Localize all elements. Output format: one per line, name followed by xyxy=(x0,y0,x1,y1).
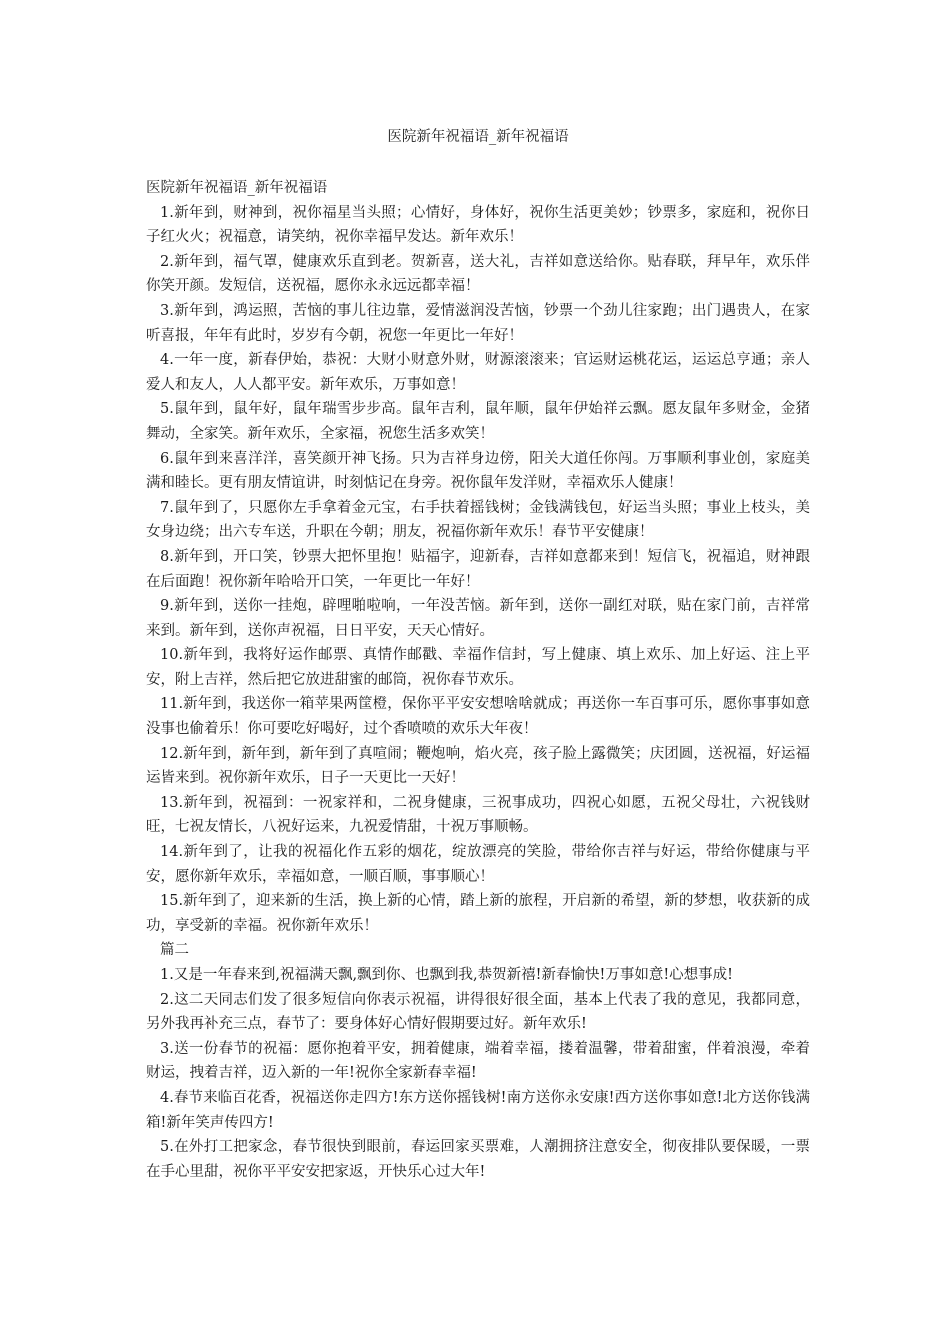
greeting-paragraph-8: 8.新年到，开口笑，钞票大把怀里抱！贴福字，迎新春，吉祥如意都来到！短信飞，祝福追，财神跟在后面跑！祝你新年哈哈开口笑，一年更比一年好！ xyxy=(146,548,810,590)
section-two-heading: 篇二 xyxy=(160,942,189,959)
greeting-paragraph-9: 9.新年到，送你一挂炮，辟哩啪啦响，一年没苦恼。新年到，送你一副红对联，贴在家门前，吉祥常来到。新年到，送你声祝福，日日平安，天天心情好。 xyxy=(146,598,810,639)
greeting-paragraph-10: 10.新年到，我将好运作邮票、真情作邮戳、幸福作信封，写上健康、填上欢乐、加上好运、注上平安，附上吉祥，然后把它放进甜蜜的邮筒，祝你春节欢乐。 xyxy=(146,647,810,688)
greeting-paragraph-7: 7.鼠年到了，只愿你左手拿着金元宝，右手扶着摇钱树；金钱满钱包，好运当头照；事业上枝头，美女身边绕；出六专车送，升职在今朝；朋友，祝福你新年欢乐！春节平安健康！ xyxy=(146,499,810,541)
document-subtitle: 医院新年祝福语_新年祝福语 xyxy=(146,180,328,196)
section-two-paragraph-4: 4.春节来临百花香，祝福送你走四方!东方送你摇钱树!南方送你永安康!西方送你事如意!北方送你钱满箱!新年笑声传四方! xyxy=(146,1089,810,1131)
section-two-paragraph-5: 5.在外打工把家念，春节很快到眼前，春运回家买票难，人潮拥挤注意安全，彻夜排队要保暖，一票在手心里甜，祝你平平安安把家返，开快乐心过大年! xyxy=(146,1139,810,1180)
document-body xyxy=(146,176,810,1184)
greeting-paragraph-14: 14.新年到了，让我的祝福化作五彩的烟花，绽放漂亮的笑脸，带给你吉祥与好运，带给你健康与平安，愿你新年欢乐，幸福如意，一顺百顺，事事顺心！ xyxy=(146,844,810,885)
greeting-paragraph-6: 6.鼠年到来喜洋洋，喜笑颜开神飞扬。只为吉祥身边傍，阳关大道任你闯。万事顺利事业创，家庭美满和睦长。更有朋友情谊讲，时刻惦记在身旁。祝你鼠年发洋财，幸福欢乐人健康！ xyxy=(146,450,810,492)
greeting-paragraph-5: 5.鼠年到，鼠年好，鼠年瑞雪步步高。鼠年吉利，鼠年顺，鼠年伊始祥云飘。愿友鼠年多财金，金猪舞动，全家笑。新年欢乐，全家福，祝您生活多欢笑！ xyxy=(146,401,810,442)
section-two-paragraph-2: 2.这二天同志们发了很多短信向你表示祝福，讲得很好很全面，基本上代表了我的意见，我都同意，另外我再补充三点，春节了：要身体好心情好假期要过好。新年欢乐! xyxy=(146,991,810,1033)
section-two-paragraph-3: 3.送一份春节的祝福：愿你抱着平安，拥着健康，端着幸福，搂着温馨，带着甜蜜，伴着浪漫，牵着财运，拽着吉祥，迈入新的一年!祝你全家新春幸福! xyxy=(146,1040,810,1082)
document-title: 医院新年祝福语_新年祝福语 xyxy=(387,129,569,145)
greeting-paragraph-4: 4.一年一度，新春伊始，恭祝：大财小财意外财，财源滚滚来；官运财运桃花运，运运总亨通；亲人爱人和友人，人人都平安。新年欢乐，万事如意！ xyxy=(146,352,810,393)
greeting-paragraph-2: 2.新年到，福气罩，健康欢乐直到老。贺新喜，送大礼，吉祥如意送给你。贴春联，拜早年，欢乐伴你笑开颜。发短信，送祝福，愿你永永远远都幸福！ xyxy=(146,253,810,295)
section-two-paragraph-1: 1.又是一年春来到,祝福满天飘,飘到你、也飘到我,恭贺新禧!新春愉快!万事如意!心想事成! xyxy=(160,967,733,983)
greeting-paragraph-13: 13.新年到，祝福到：一祝家祥和，二祝身健康，三祝事成功，四祝心如愿，五祝父母壮，六祝钱财旺，七祝友情长，八祝好运来，九祝爱情甜，十祝万事顺畅。 xyxy=(146,794,810,836)
greeting-paragraph-12: 12.新年到，新年到，新年到了真喧闹；鞭炮响，焰火亮，孩子脸上露微笑；庆团圆，送祝福，好运福运皆来到。祝你新年欢乐，日子一天更比一天好！ xyxy=(146,745,810,787)
greeting-paragraph-3: 3.新年到，鸿运照，苦恼的事儿往边靠，爱情滋润没苦恼，钞票一个劲儿往家跑；出门遇贵人，在家听喜报，年年有此时，岁岁有今朝，祝您一年更比一年好！ xyxy=(146,302,810,344)
greeting-paragraph-11: 11.新年到，我送你一箱苹果两筐橙，保你平平安安想啥啥就成；再送你一车百事可乐，愿你事事如意没事也偷着乐！你可要吃好喝好，过个香喷喷的欢乐大年夜！ xyxy=(146,696,810,738)
greeting-paragraph-15: 15.新年到了，迎来新的生活，换上新的心情，踏上新的旅程，开启新的希望，新的梦想，收获新的成功，享受新的幸福。祝你新年欢乐！ xyxy=(146,893,810,934)
greeting-paragraph-1: 1.新年到，财神到，祝你福星当头照；心情好，身体好，祝你生活更美妙；钞票多，家庭和，祝你日子红火火；祝福意，请笑纳，祝你幸福早发达。新年欢乐！ xyxy=(146,204,810,246)
